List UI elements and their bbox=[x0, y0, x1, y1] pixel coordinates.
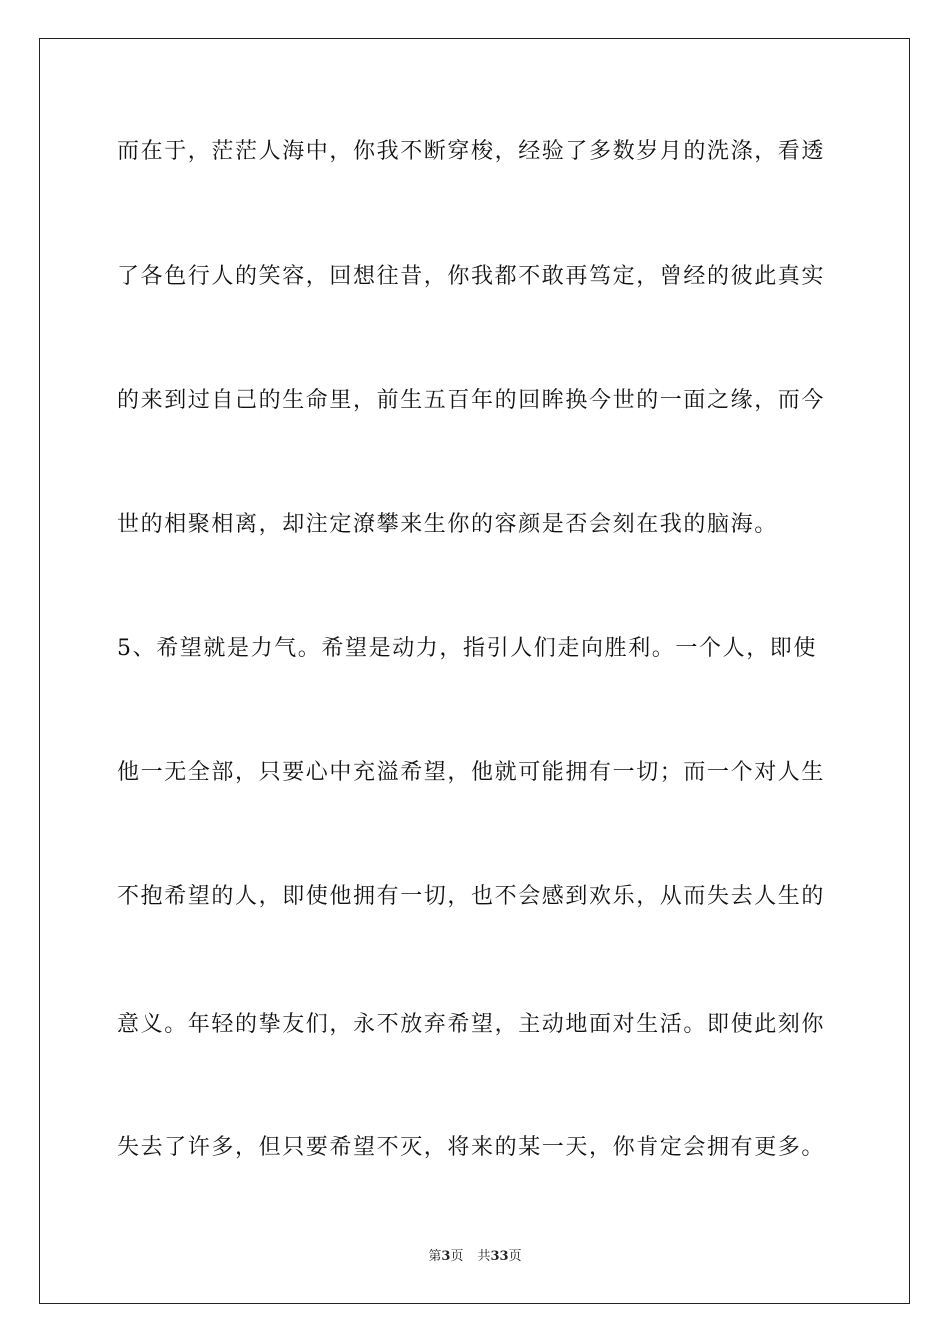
page-footer bbox=[0, 1248, 950, 1266]
page-total: 共33页 bbox=[477, 1249, 522, 1264]
text-line: 5、希望就是力气。希望是动力，指引人们走向胜利。一个人，即使 bbox=[117, 636, 817, 661]
page-border bbox=[39, 38, 910, 1304]
text-line: 了各色行人的笑容，回想往昔，你我都不敢再笃定，曾经的彼此真实 bbox=[117, 264, 826, 289]
text-line: 失去了许多，但只要希望不灭，将来的某一天，你肯定会拥有更多。 bbox=[117, 1135, 826, 1160]
page-number: 第3页 bbox=[428, 1249, 464, 1264]
text-line: 而在于，茫茫人海中，你我不断穿梭，经验了多数岁月的洗涤，看透 bbox=[117, 139, 826, 164]
text-line: 他一无全部，只要心中充溢希望，他就可能拥有一切；而一个对人生 bbox=[117, 760, 826, 785]
text-line: 世的相聚相离，却注定潦攀来生你的容颜是否会刻在我的脑海。 bbox=[117, 512, 778, 537]
text-line: 不抱希望的人，即使他拥有一切，也不会感到欢乐，从而失去人生的 bbox=[117, 884, 826, 909]
text-line: 意义。年轻的挚友们，永不放弃希望，主动地面对生活。即使此刻你 bbox=[117, 1012, 826, 1037]
text-line: 的来到过自己的生命里，前生五百年的回眸换今世的一面之缘，而今 bbox=[117, 388, 826, 413]
